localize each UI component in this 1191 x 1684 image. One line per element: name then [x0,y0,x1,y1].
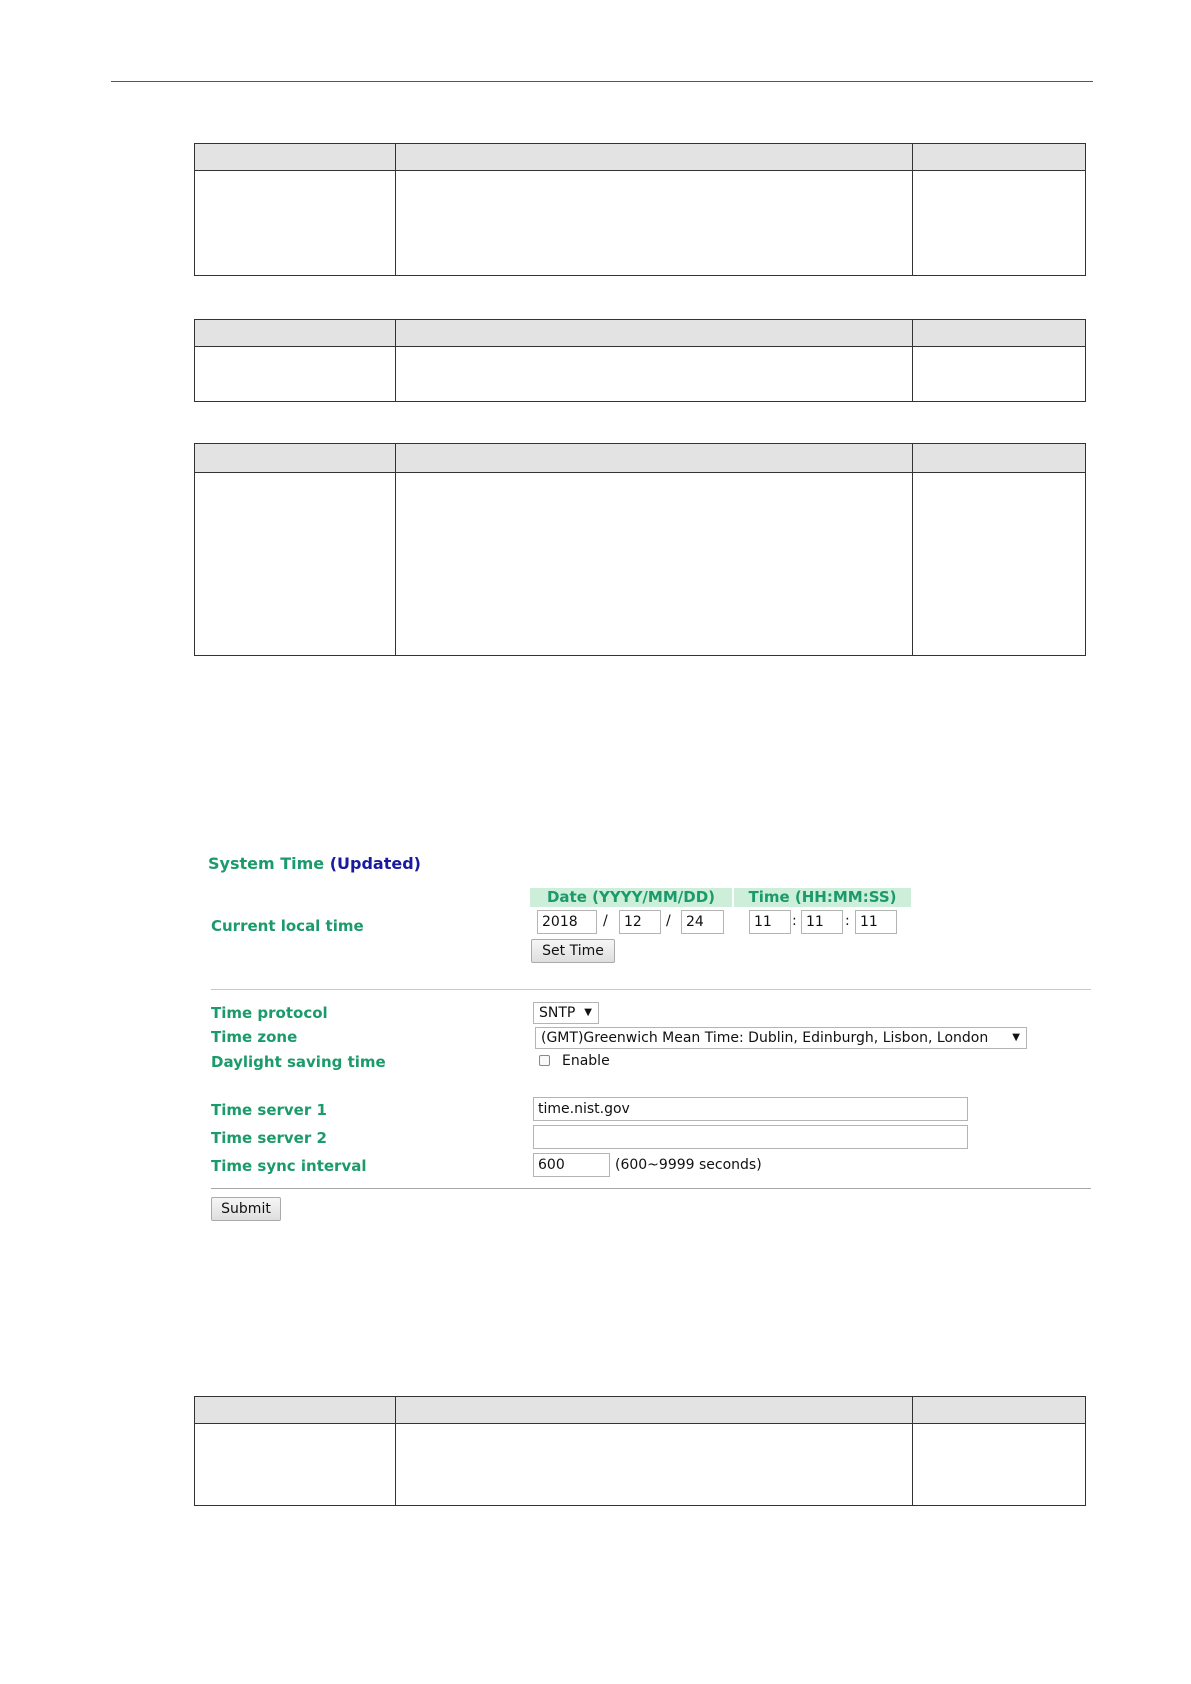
table-header-cell [913,444,1086,473]
table-cell [913,1424,1086,1506]
table-header-cell [195,444,396,473]
time-server-1-label: Time server 1 [211,1101,327,1119]
time-server-2-input[interactable] [533,1125,968,1149]
table-header-row [195,320,1086,347]
section-divider [211,989,1091,990]
table-cell [396,347,913,402]
table-header-cell [195,144,396,171]
table-header-row [195,1397,1086,1424]
time-separator: : [845,913,850,929]
table-cell [195,171,396,276]
table-cell [913,347,1086,402]
time-sync-interval-hint: (600~9999 seconds) [615,1157,762,1173]
time-protocol-value: SNTP [539,1005,576,1021]
page-top-rule [111,81,1093,82]
time-sync-interval-input[interactable] [533,1153,610,1177]
table-header-row [195,444,1086,473]
second-input[interactable] [855,910,897,934]
date-column-header: Date (YYYY/MM/DD) [530,888,732,907]
panel-title [208,854,421,873]
table-row [195,473,1086,656]
reference-table-4 [194,1396,1086,1506]
table-header-cell [396,144,913,171]
year-input[interactable] [537,910,597,934]
table-row [195,171,1086,276]
time-server-2-label: Time server 2 [211,1129,327,1147]
time-protocol-select[interactable] [533,1002,599,1024]
dropdown-arrow-icon: ▼ [584,1007,592,1018]
time-sync-interval-label: Time sync interval [211,1157,367,1175]
month-input[interactable] [619,910,661,934]
set-time-button[interactable]: Set Time [531,939,615,963]
table-cell [396,171,913,276]
table-cell [396,473,913,656]
time-server-1-input[interactable] [533,1097,968,1121]
time-separator: : [792,913,797,929]
time-zone-label: Time zone [211,1028,298,1046]
hour-input[interactable] [749,910,791,934]
table-header-cell [396,444,913,473]
panel-title-status: (Updated) [329,854,421,873]
table-row [195,1424,1086,1506]
date-separator: / [603,913,608,929]
panel-title-text: System Time [208,854,325,873]
time-column-header: Time (HH:MM:SS) [734,888,911,907]
table-header-cell [396,320,913,347]
reference-table-2 [194,319,1086,402]
submit-button[interactable]: Submit [211,1197,281,1221]
time-protocol-label: Time protocol [211,1004,328,1022]
table-cell [913,473,1086,656]
table-header-cell [195,1397,396,1424]
minute-input[interactable] [801,910,843,934]
table-row [195,347,1086,402]
daylight-saving-label: Daylight saving time [211,1053,386,1071]
table-header-cell [195,320,396,347]
day-input[interactable] [681,910,724,934]
table-cell [195,347,396,402]
table-cell [195,1424,396,1506]
dropdown-arrow-icon: ▼ [1012,1032,1020,1043]
section-divider [211,1188,1091,1189]
table-cell [396,1424,913,1506]
daylight-saving-option-label: Enable [562,1053,610,1069]
table-header-cell [396,1397,913,1424]
time-zone-select[interactable] [535,1027,1027,1049]
table-header-cell [913,320,1086,347]
time-zone-value: (GMT)Greenwich Mean Time: Dublin, Edinburgh, Lisbon, London [541,1030,989,1046]
table-cell [913,171,1086,276]
table-cell [195,473,396,656]
table-header-cell [913,1397,1086,1424]
reference-table-3 [194,443,1086,656]
daylight-saving-checkbox[interactable] [539,1055,550,1066]
table-header-cell [913,144,1086,171]
reference-table-1 [194,143,1086,276]
current-local-time-label: Current local time [211,917,364,935]
date-separator: / [666,913,671,929]
table-header-row [195,144,1086,171]
